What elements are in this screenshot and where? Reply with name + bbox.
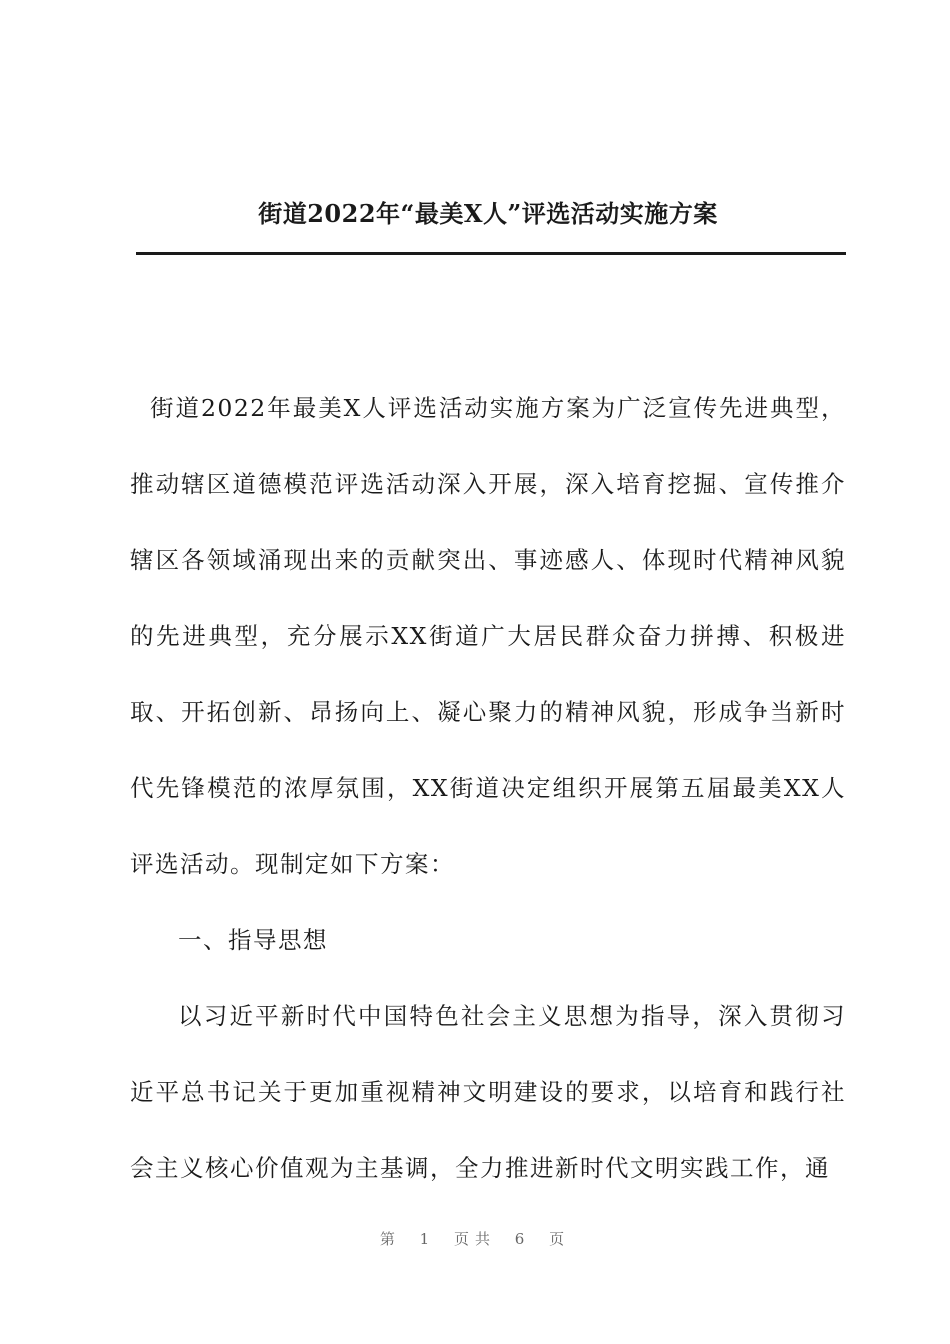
page-number-footer: 第 1 页共 6 页 xyxy=(379,1230,571,1248)
document-title: 街道2022年“最美X人”评选活动实施方案 xyxy=(258,199,718,228)
document-body xyxy=(130,370,846,1206)
title-underline xyxy=(136,252,846,255)
guiding-ideology-paragraph: 以习近平新时代中国特色社会主义思想为指导，深入贯彻习近平总书记关于更加重视精神文明建设的要求，以培育和践行社会主义核心价值观为主基调，全力推进新时代文明实践工作，通 xyxy=(130,1002,846,1182)
intro-paragraph: 街道2022年最美X人评选活动实施方案为广泛宣传先进典型，推动辖区道德模范评选活动深入开展，深入培育挖掘、宣传推介辖区各领域涌现出来的贡献突出、事迹感人、体现时代精神风貌的先进典型，充分展示XX街道广大居民群众奋力拼搏、积极进取、开拓创新、昂扬向上、凝心聚力的精神风貌，形成争当新时代先锋模范的浓厚氛围，XX街道决定组织开展第五届最美XX人评选活动。现制定如下方案： xyxy=(130,394,846,878)
section-heading-guiding-ideology: 一、指导思想 xyxy=(178,926,328,954)
